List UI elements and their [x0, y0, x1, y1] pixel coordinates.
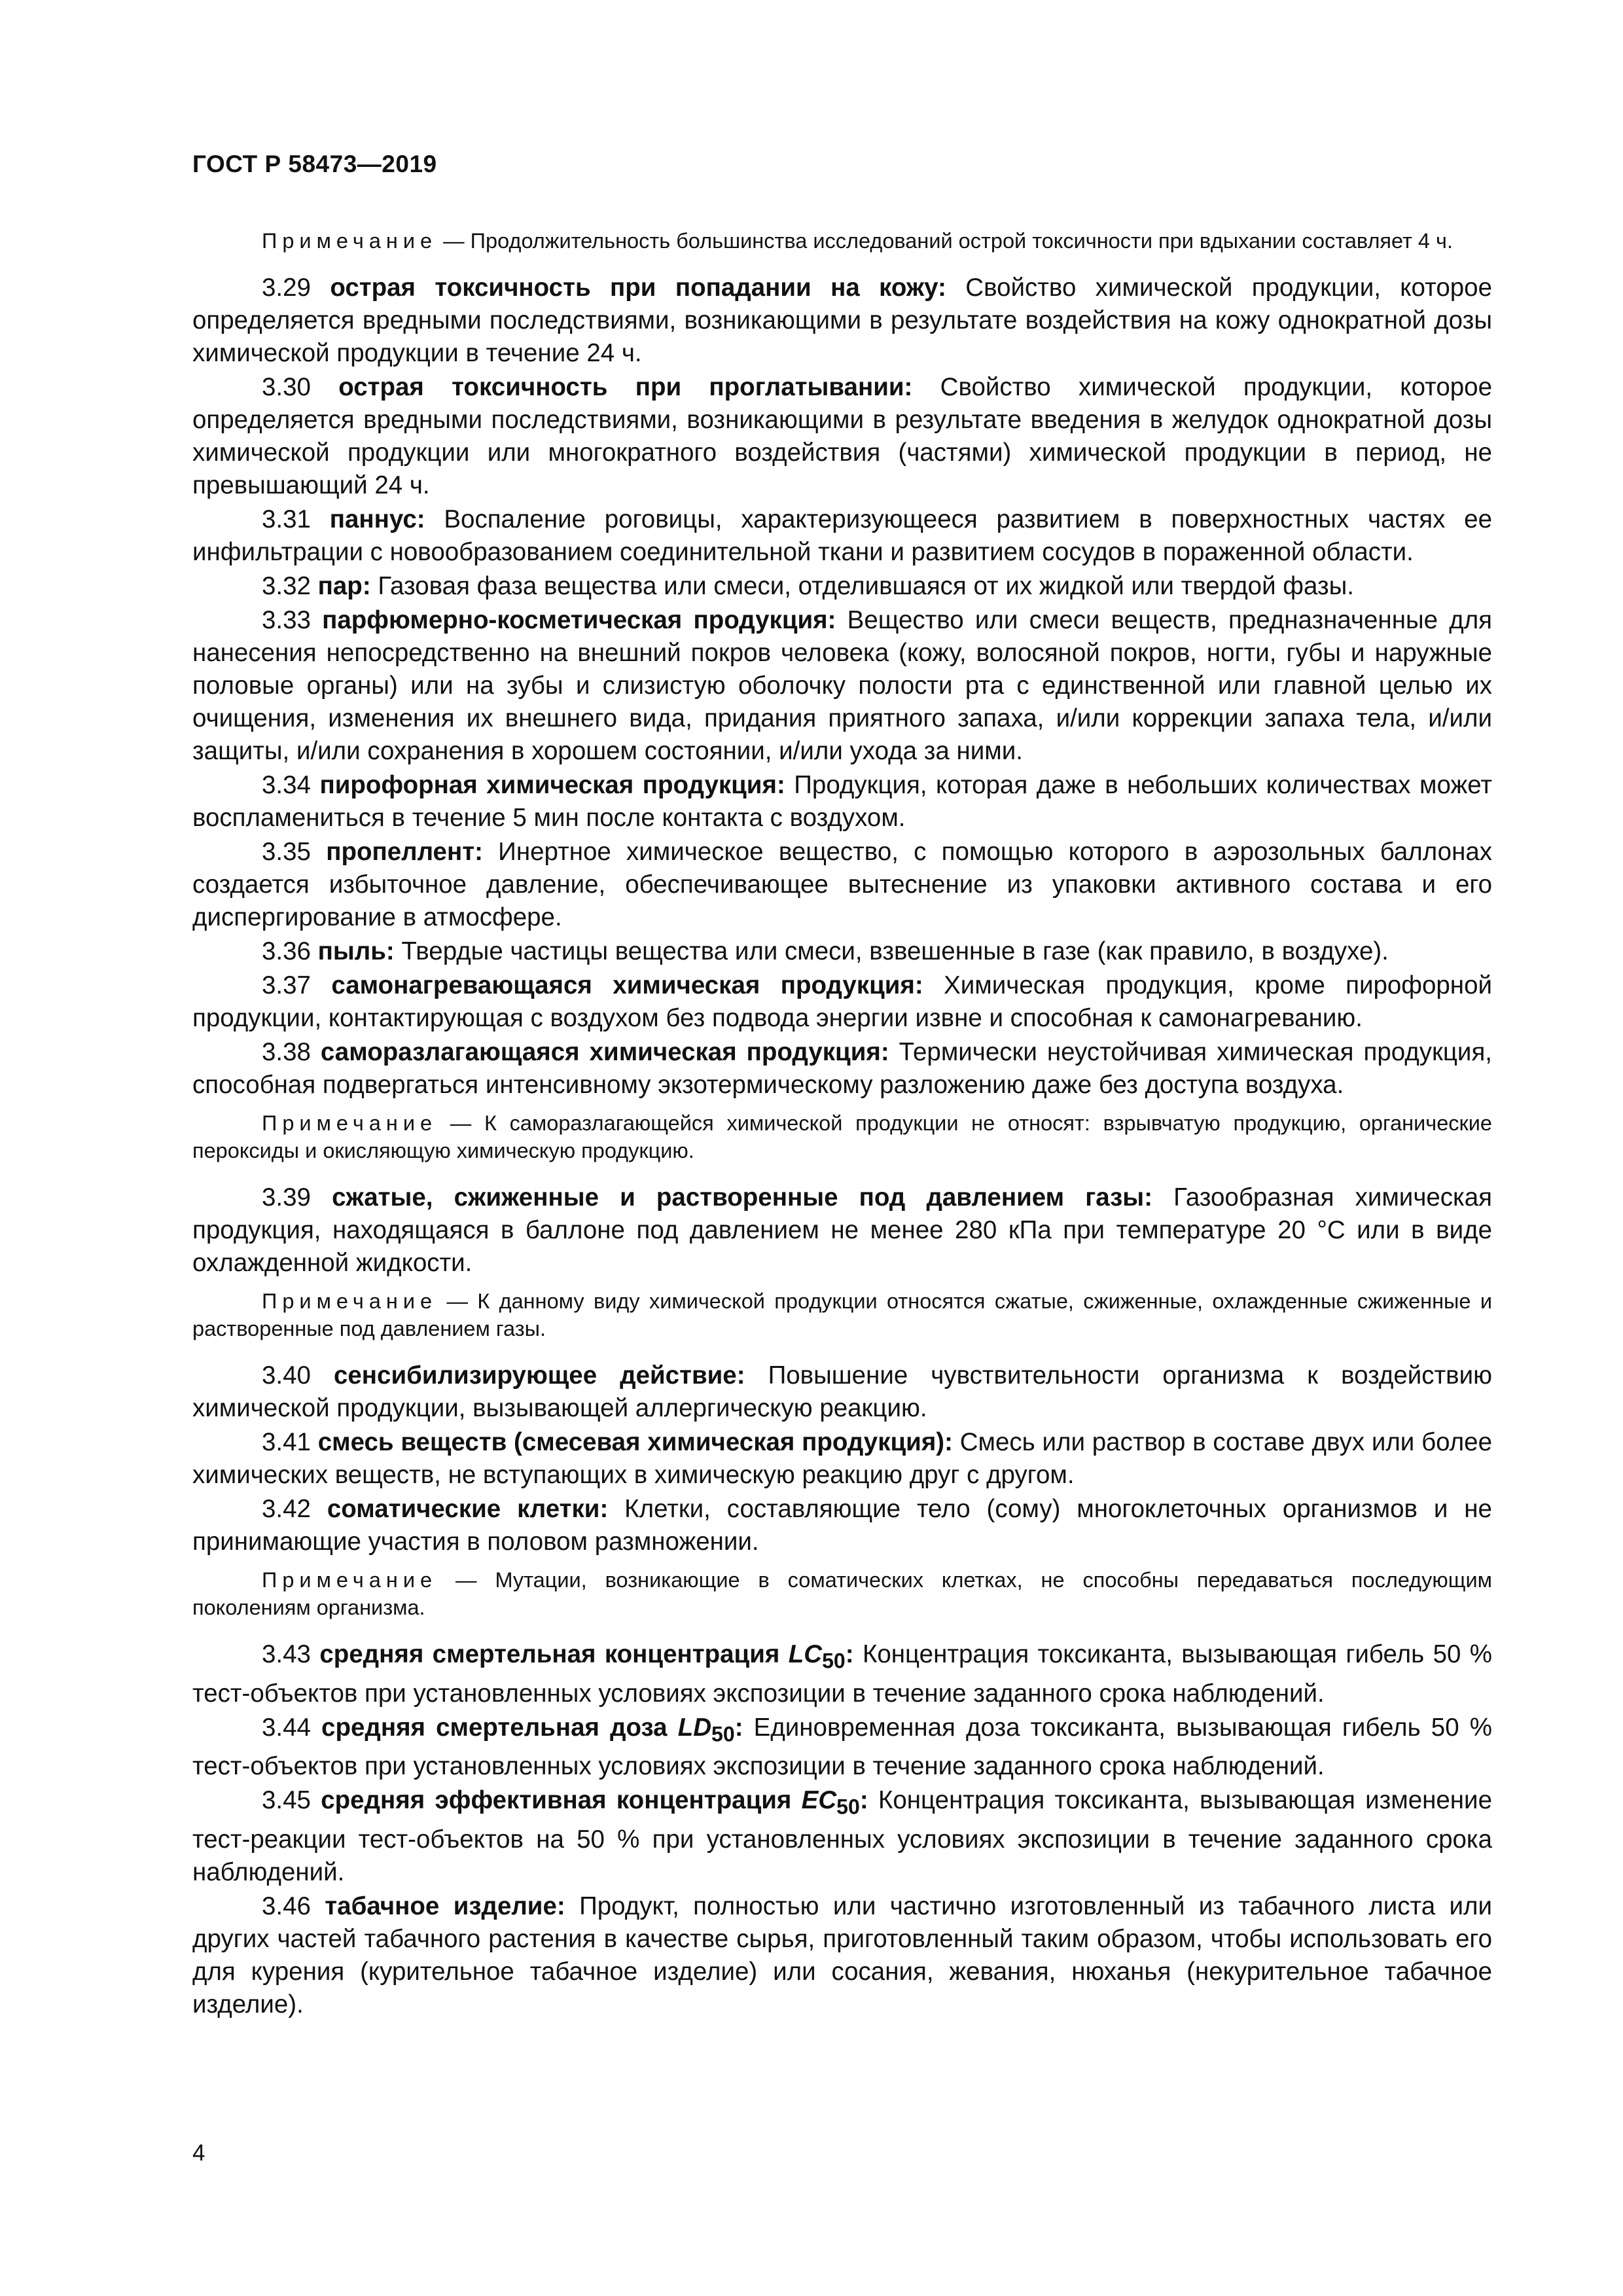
- term-number: 3.42: [262, 1495, 327, 1523]
- term-entry: [192, 1890, 1492, 2021]
- term-entry: [192, 1181, 1492, 1280]
- term-definition: Концентрация токсиканта, вызывающая изменение тест-реакции тест-объектов на 50 % при установленных условиях экспозиции в течение заданного срока наблюдений.: [192, 1786, 1492, 1887]
- term-colon: :: [1144, 1183, 1153, 1211]
- term-title-text: паннус: [329, 505, 417, 533]
- term-title: [330, 505, 425, 533]
- term-colon: :: [904, 373, 913, 401]
- term-title-text: острая токсичность при проглатывании: [338, 373, 904, 401]
- term-entry: [192, 570, 1492, 603]
- term-title: [325, 1892, 565, 1920]
- term-title: [331, 971, 923, 999]
- term-symbol-subscript: 50: [822, 1649, 846, 1673]
- term-number: 3.40: [262, 1361, 334, 1390]
- term-title-text: саморазлагающаяся химическая продукция: [320, 1038, 881, 1066]
- term-symbol: LC: [788, 1640, 823, 1668]
- document-body: [192, 219, 1492, 2022]
- term-number: 3.31: [262, 505, 330, 533]
- term-number: 3.36: [262, 937, 318, 965]
- term-title-text: табачное изделие: [325, 1892, 557, 1921]
- term-colon: :: [938, 274, 946, 302]
- term-title: [319, 1640, 854, 1673]
- term-title-text: пирофорная химическая продукция: [319, 771, 777, 799]
- term-title-text: сжатые, сжиженные и растворенные под давлением газы: [332, 1183, 1145, 1211]
- term-title-text: пропеллент: [326, 838, 475, 866]
- term-number: 3.34: [262, 771, 320, 799]
- term-number: 3.46: [262, 1892, 325, 1921]
- note-paragraph: [192, 1287, 1492, 1342]
- term-definition: Газовая фаза вещества или смеси, отделившаяся от их жидкой или твердой фазы.: [370, 572, 1354, 600]
- term-definition: Химическая продукция, кроме пирофорной продукции, контактирующая с воздухом без подвода энергии извне и способная к самонагреванию.: [192, 971, 1492, 1032]
- term-number: 3.38: [262, 1038, 321, 1066]
- term-colon: :: [845, 1640, 854, 1668]
- term-definition: Клетки, составляющие тело (сому) многоклеточных организмов и не принимающие участия в половом размножении.: [192, 1495, 1492, 1556]
- term-colon: :: [880, 1038, 889, 1066]
- page-number: 4: [192, 2140, 205, 2166]
- term-definition: Воспаление роговицы, характеризующееся развитием в поверхностных частях ее инфильтрации с новообразованием соединительной ткани и развитием сосудов в пораженной области.: [192, 505, 1492, 566]
- term-number: 3.33: [262, 606, 323, 634]
- term-colon: :: [556, 1892, 565, 1921]
- term-colon: :: [474, 838, 483, 866]
- note-text: — Продолжительность большинства исследований острой токсичности при вдыхании составляет 4 ч.: [437, 229, 1453, 253]
- term-number: 3.41: [262, 1428, 318, 1456]
- term-entry: [192, 1712, 1492, 1784]
- note-paragraph: [192, 227, 1492, 255]
- term-title: [327, 1495, 608, 1523]
- term-title-text: смесь веществ (смесевая химическая продукция): [317, 1428, 945, 1456]
- term-number: 3.37: [262, 971, 332, 999]
- note-label: Примечание: [262, 1568, 438, 1592]
- term-definition: Вещество или смеси веществ, предназначенные для нанесения непосредственно на внешний покров человека (кожу, волосяной покров, ногти, губы и наружные половые органы) или на зубы и слизистую оболочку полости рта с единственной или главной целью их очищения, изменения их внешнего вида, придания приятного запаха, и/или коррекции запаха тела, и/или защиты, и/или сохранения в хорошем состоянии, и/или ухода за ними.: [192, 606, 1493, 765]
- term-title: [326, 838, 483, 866]
- note-text: — Мутации, возникающие в соматических клетках, не способны передаваться последующим поколениям организма.: [192, 1568, 1492, 1619]
- term-entry: [192, 1493, 1492, 1558]
- term-colon: :: [736, 1361, 745, 1390]
- term-definition: Газообразная химическая продукция, находящаяся в баллоне под давлением не менее 280 кПа при температуре 20 °С или в виде охлажденной жидкости.: [192, 1183, 1492, 1277]
- term-colon: :: [599, 1495, 609, 1523]
- term-colon: :: [776, 771, 785, 799]
- term-entry: [192, 503, 1492, 569]
- term-title-text: соматические клетки: [327, 1495, 600, 1523]
- term-title: [322, 606, 836, 634]
- term-number: 3.43: [262, 1640, 320, 1668]
- term-title: [318, 572, 371, 600]
- term-entry: [192, 969, 1492, 1035]
- term-entry: [192, 769, 1492, 834]
- note-paragraph: [192, 1566, 1492, 1621]
- term-colon: :: [362, 572, 371, 600]
- term-entry: [192, 272, 1492, 370]
- term-definition: Концентрация токсиканта, вызывающая гибель 50 % тест-объектов при установленных условиях экспозиции в течение заданного срока наблюдений.: [192, 1640, 1493, 1708]
- term-entry: [192, 371, 1492, 502]
- term-entry: [192, 1036, 1492, 1102]
- term-title: [330, 274, 946, 302]
- term-title-text: пар: [317, 572, 363, 600]
- term-title: [338, 373, 912, 401]
- term-definition: Свойство химической продукции, которое определяется вредными последствиями, возникающими в результате введения в желудок однократной дозы химической продукции или многократного воздействия (частями) химической продукции в период, не превышающий 24 ч.: [192, 373, 1493, 499]
- term-symbol-subscript: 50: [711, 1722, 735, 1746]
- term-colon: :: [734, 1713, 743, 1742]
- term-title: [318, 1428, 953, 1456]
- term-number: 3.45: [262, 1786, 321, 1815]
- term-title: [332, 1183, 1152, 1211]
- term-number: 3.35: [262, 838, 327, 866]
- term-title-text: сенсибилизирующее действие: [333, 1361, 737, 1390]
- term-definition: Твердые частицы вещества или смеси, взвешенные в газе (как правило, в воздухе).: [394, 937, 1389, 965]
- note-label: Примечание: [262, 1289, 438, 1313]
- term-title-text: парфюмерно-косметическая продукция: [322, 606, 828, 634]
- note-label: Примечание: [262, 1111, 438, 1135]
- term-entry: [192, 1784, 1492, 1889]
- term-title: [321, 1786, 868, 1820]
- term-symbol: EC: [801, 1786, 837, 1815]
- term-number: 3.44: [262, 1713, 322, 1742]
- term-definition: Продукт, полностью или частично изготовленный из табачного листа или других частей табачного растения в качестве сырья, приготовленный таким образом, чтобы использовать его для курения (курительное табачное изделие) или сосания, жевания, нюханья (некурительное табачное изделие).: [192, 1892, 1492, 2019]
- term-colon: :: [385, 937, 395, 965]
- note-text: — К саморазлагающейся химической продукции не относят: взрывчатую продукцию, органические пероксиды и окисляющую химическую продукцию.: [192, 1111, 1492, 1162]
- term-definition: Повышение чувствительности организма к воздействию химической продукции, вызывающей аллергическую реакцию.: [192, 1361, 1492, 1422]
- term-title-text: пыль: [317, 937, 386, 965]
- term-title: [321, 1713, 743, 1746]
- note-text: — К данному виду химической продукции относятся сжатые, сжиженные, охлажденные сжиженные и растворенные под давлением газы.: [192, 1289, 1492, 1340]
- term-colon: :: [827, 606, 836, 634]
- term-title: [334, 1361, 745, 1390]
- term-colon: :: [416, 505, 425, 533]
- term-title: [319, 771, 785, 799]
- term-entry: [192, 836, 1492, 934]
- term-colon: :: [944, 1428, 953, 1456]
- term-entry: [192, 1359, 1492, 1425]
- term-symbol: LD: [677, 1713, 712, 1742]
- term-title-text: средняя смертельная концентрация: [319, 1640, 789, 1668]
- document-code: ГОСТ Р 58473—2019: [192, 151, 437, 177]
- term-colon: :: [859, 1786, 868, 1815]
- term-number: 3.29: [262, 274, 330, 302]
- term-number: 3.30: [262, 373, 339, 401]
- term-colon: :: [914, 971, 923, 999]
- term-title: [321, 1038, 889, 1066]
- term-title-text: средняя смертельная доза: [321, 1713, 678, 1742]
- term-title-text: острая токсичность при попадании на кожу: [330, 274, 938, 302]
- term-title-text: самонагревающаяся химическая продукция: [331, 971, 915, 999]
- note-label: Примечание: [262, 229, 438, 253]
- term-number: 3.39: [262, 1183, 332, 1211]
- term-title-text: средняя эффективная концентрация: [321, 1786, 802, 1815]
- term-definition: Продукция, которая даже в небольших количествах может воспламениться в течение 5 мин после контакта с воздухом.: [192, 771, 1492, 832]
- term-entry: [192, 604, 1492, 768]
- term-definition: Смесь или раствор в составе двух или более химических веществ, не вступающих в химическую реакцию друг с другом.: [192, 1428, 1492, 1489]
- term-definition: Единовременная доза токсиканта, вызывающая гибель 50 % тест-объектов при установленных условиях экспозиции в течение заданного срока наблюдений.: [192, 1713, 1492, 1781]
- note-paragraph: [192, 1109, 1492, 1164]
- term-entry: [192, 1638, 1492, 1710]
- term-entry: [192, 935, 1492, 968]
- term-definition: Свойство химической продукции, которое определяется вредными последствиями, возникающими в результате воздействия на кожу однократной дозы химической продукции в течение 24 ч.: [192, 274, 1492, 367]
- term-number: 3.32: [262, 572, 318, 600]
- term-title: [318, 937, 395, 965]
- term-entry: [192, 1426, 1492, 1492]
- term-definition: Инертное химическое вещество, с помощью которого в аэрозольных баллонах создается избыточное давление, обеспечивающее вытеснение из упаковки активного состава и его диспергирование в атмосфере.: [192, 838, 1492, 931]
- term-symbol-subscript: 50: [836, 1795, 860, 1820]
- term-definition: Термически неустойчивая химическая продукция, способная подвергаться интенсивному экзотермическому разложению даже без доступа воздуха.: [192, 1038, 1492, 1099]
